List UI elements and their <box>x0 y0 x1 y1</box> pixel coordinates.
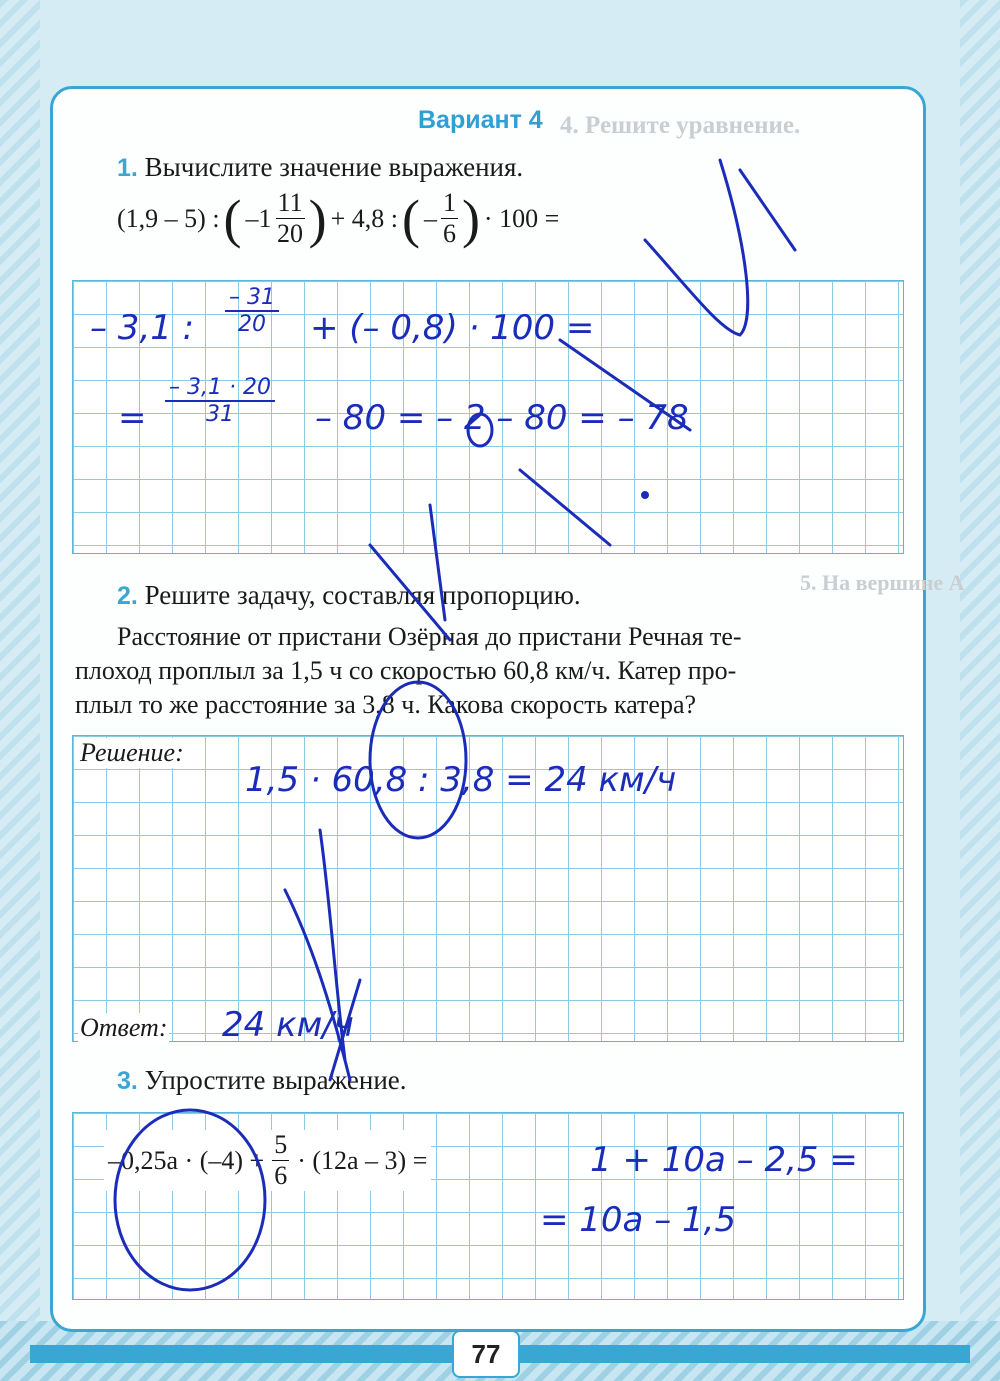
paren-open-2: ( <box>401 188 420 249</box>
task1-number: 1. <box>117 154 138 182</box>
check-stroke-task1 <box>740 170 795 250</box>
task2-text-line1: Расстояние от пристани Озёрная до пристани Речная те- <box>117 622 742 651</box>
task2-text-line2: плоход проплыл за 1,5 ч со скоростью 60,8 км/ч. Катер про- <box>75 656 737 685</box>
stray-dot <box>641 491 649 499</box>
stray-line-task1 <box>560 340 690 430</box>
task3-prompt: Упростите выражение. <box>144 1065 407 1095</box>
task1-hand-frac-den: 20 <box>238 312 266 337</box>
task1-prompt: Вычислите значение выражения. <box>144 152 524 182</box>
task1-mixed-whole: –1 <box>245 203 272 233</box>
circle-mark-task3 <box>115 1110 265 1290</box>
task3-frac-den: 6 <box>274 1161 288 1190</box>
task2-prompt: Решите задачу, составляя пропорцию. <box>144 580 581 610</box>
task1-hand-line1b: + (– 0,8) · 100 = <box>310 308 595 348</box>
circle-mark-task2 <box>370 682 466 838</box>
task1-hand-frac2-den: 31 <box>205 402 234 427</box>
check-mark-task1 <box>645 160 748 335</box>
paren-close-2: ) <box>461 188 480 249</box>
task1-frac1-den: 20 <box>277 219 304 248</box>
task3-frac-num: 5 <box>274 1130 288 1159</box>
variant-title: Вариант 4 <box>418 106 543 134</box>
task1-expr-c: · 100 = <box>483 203 560 233</box>
check-mark-task2b <box>285 830 360 1080</box>
task3-number: 3. <box>117 1067 138 1095</box>
task1-hand-frac-num: – 31 <box>225 285 279 312</box>
task2-text-line3: плыл то же расстояние за 3,8 ч. Какова скорость катера? <box>75 690 697 719</box>
task3-expr-b: · (12a – 3) = <box>297 1145 428 1175</box>
task1-hand-frac2-num: – 3,1 · 20 <box>165 375 275 402</box>
solution-label: Решение: <box>80 738 184 767</box>
paren-open: ( <box>223 188 242 249</box>
task2-hand-answer: 24 км/ч <box>222 1005 354 1045</box>
paren-close: ) <box>308 188 327 249</box>
task1-expr-a: (1,9 – 5) : <box>117 203 220 233</box>
task3-hand-line2: = 10a – 1,5 <box>540 1200 737 1240</box>
check-mark-task2 <box>370 505 450 640</box>
task3-expr-a: –0,25a · (–4) + <box>108 1145 265 1175</box>
task3-hand-line1: 1 + 10a – 2,5 = <box>590 1140 858 1180</box>
circle-mark-task1 <box>468 414 492 446</box>
page-number: 77 <box>452 1330 520 1378</box>
dot-line-task1 <box>520 470 610 545</box>
task1-hand-line1a: – 3,1 : <box>90 308 195 348</box>
task1-frac2-sign: – <box>423 203 437 233</box>
bleed-task4: 4. Решите уравнение. <box>560 112 801 139</box>
bleed-task5: 5. На вершине А <box>800 570 965 595</box>
task1-frac2-num: 1 <box>442 188 456 217</box>
task1-hand-eq: = <box>118 398 147 438</box>
task1-hand-line2b: – 80 = – 2 – 80 = – 78 <box>315 398 689 438</box>
answer-label: Ответ: <box>80 1013 168 1042</box>
task1-frac1-num: 11 <box>277 188 303 217</box>
task2-hand-solution: 1,5 · 60,8 : 3,8 = 24 км/ч <box>245 760 677 800</box>
task1-expr-b: + 4,8 : <box>330 203 398 233</box>
task2-number: 2. <box>117 582 138 610</box>
task1-frac2-den: 6 <box>442 219 456 248</box>
